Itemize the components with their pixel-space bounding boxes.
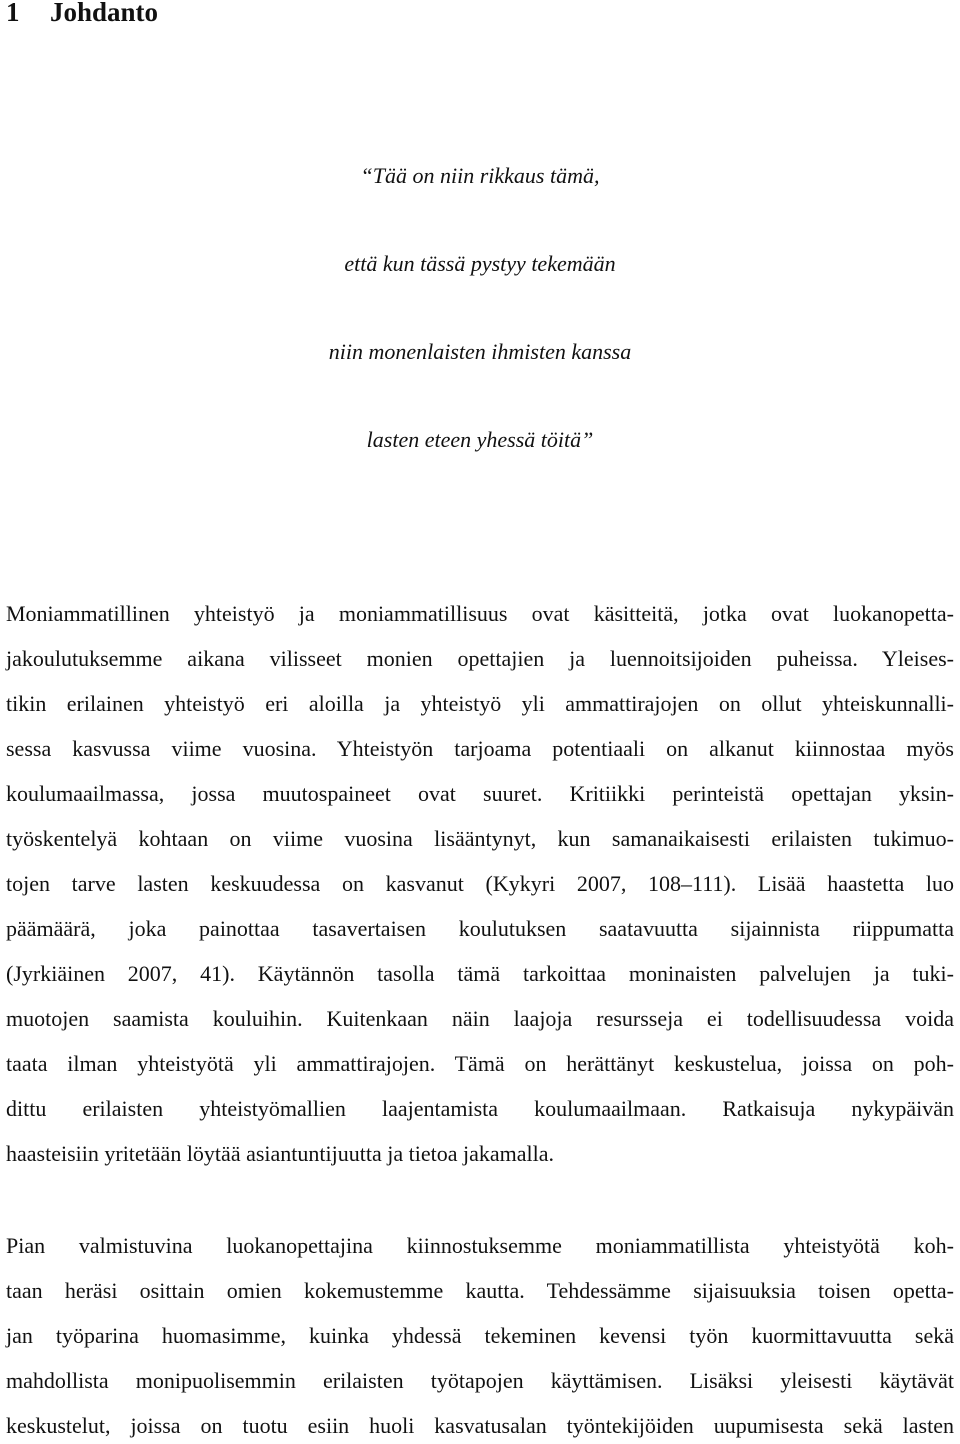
epigraph-line: että kun tässä pystyy tekemään	[344, 251, 616, 276]
text-line: muotojen saamista kouluihin. Kuitenkaan näin laajoja resursseja ei todellisuudessa voida	[6, 1006, 954, 1031]
text-line: sessa kasvussa viime vuosina. Yhteistyön tarjoama potentiaali on alkanut kiinnostaa myös	[6, 736, 954, 761]
text-line: päämäärä, joka painottaa tasavertaisen koulutuksen saatavuutta sijainnista riippumatta	[6, 916, 954, 941]
chapter-heading	[6, 0, 158, 30]
text-line: Moniammatillinen yhteistyö ja moniammatillisuus ovat käsitteitä, jotka ovat luokanopetta-	[6, 601, 954, 626]
text-line: jan työparina huomasimme, kuinka yhdessä tekeminen kevensi työn kuormittavuutta sekä	[6, 1323, 954, 1348]
chapter-number: 1	[6, 0, 20, 27]
text-line: koulumaailmassa, jossa muutospaineet ovat suuret. Kritiikki perinteistä opettajan yksin-	[6, 781, 954, 806]
text-line: Pian valmistuvina luokanopettajina kiinnostuksemme moniammatillista yhteistyötä koh-	[6, 1233, 954, 1258]
text-line: haasteisiin yritetään löytää asiantuntijuutta ja tietoa jakamalla.	[6, 1141, 554, 1166]
text-line: dittu erilaisten yhteistyömallien laajentamista koulumaailmaan. Ratkaisuja nykypäivän	[6, 1096, 954, 1121]
text-line: keskustelut, joissa on tuotu esiin huoli kasvatusalan työntekijöiden uupumisesta sekä lasten	[6, 1413, 954, 1438]
chapter-title: Johdanto	[50, 0, 159, 27]
text-line: taan heräsi osittain omien kokemustemme kautta. Tehdessämme sijaisuuksia toisen opetta-	[6, 1278, 954, 1303]
text-line: jakoulutuksemme aikana vilisseet monien opettajien ja luennoitsijoiden puheissa. Yleises-	[6, 646, 954, 671]
text-line: tikin erilainen yhteistyö eri aloilla ja yhteistyö yli ammattirajojen on ollut yhteiskunnalli-	[6, 691, 954, 716]
text-line: tojen tarve lasten keskuudessa on kasvanut (Kykyri 2007, 108–111). Lisää haastetta luo	[6, 871, 954, 896]
epigraph-line: “Tää on niin rikkaus tämä,	[360, 163, 600, 188]
text-line: mahdollista monipuolisemmin erilaisten työtapojen käyttämisen. Lisäksi yleisesti käytävät	[6, 1368, 954, 1393]
text-line: työskentelyä kohtaan on viime vuosina lisääntynyt, kun samanaikaisesti erilaisten tukimuo-	[6, 826, 954, 851]
epigraph-line: lasten eteen yhessä töitä”	[366, 427, 594, 452]
epigraph-line: niin monenlaisten ihmisten kanssa	[328, 339, 632, 364]
text-line: taata ilman yhteistyötä yli ammattirajojen. Tämä on herättänyt keskustelua, joissa on poh-	[6, 1051, 954, 1076]
text-line: (Jyrkiäinen 2007, 41). Käytännön tasolla tämä tarkoittaa moninaisten palvelujen ja tuki-	[6, 961, 954, 986]
